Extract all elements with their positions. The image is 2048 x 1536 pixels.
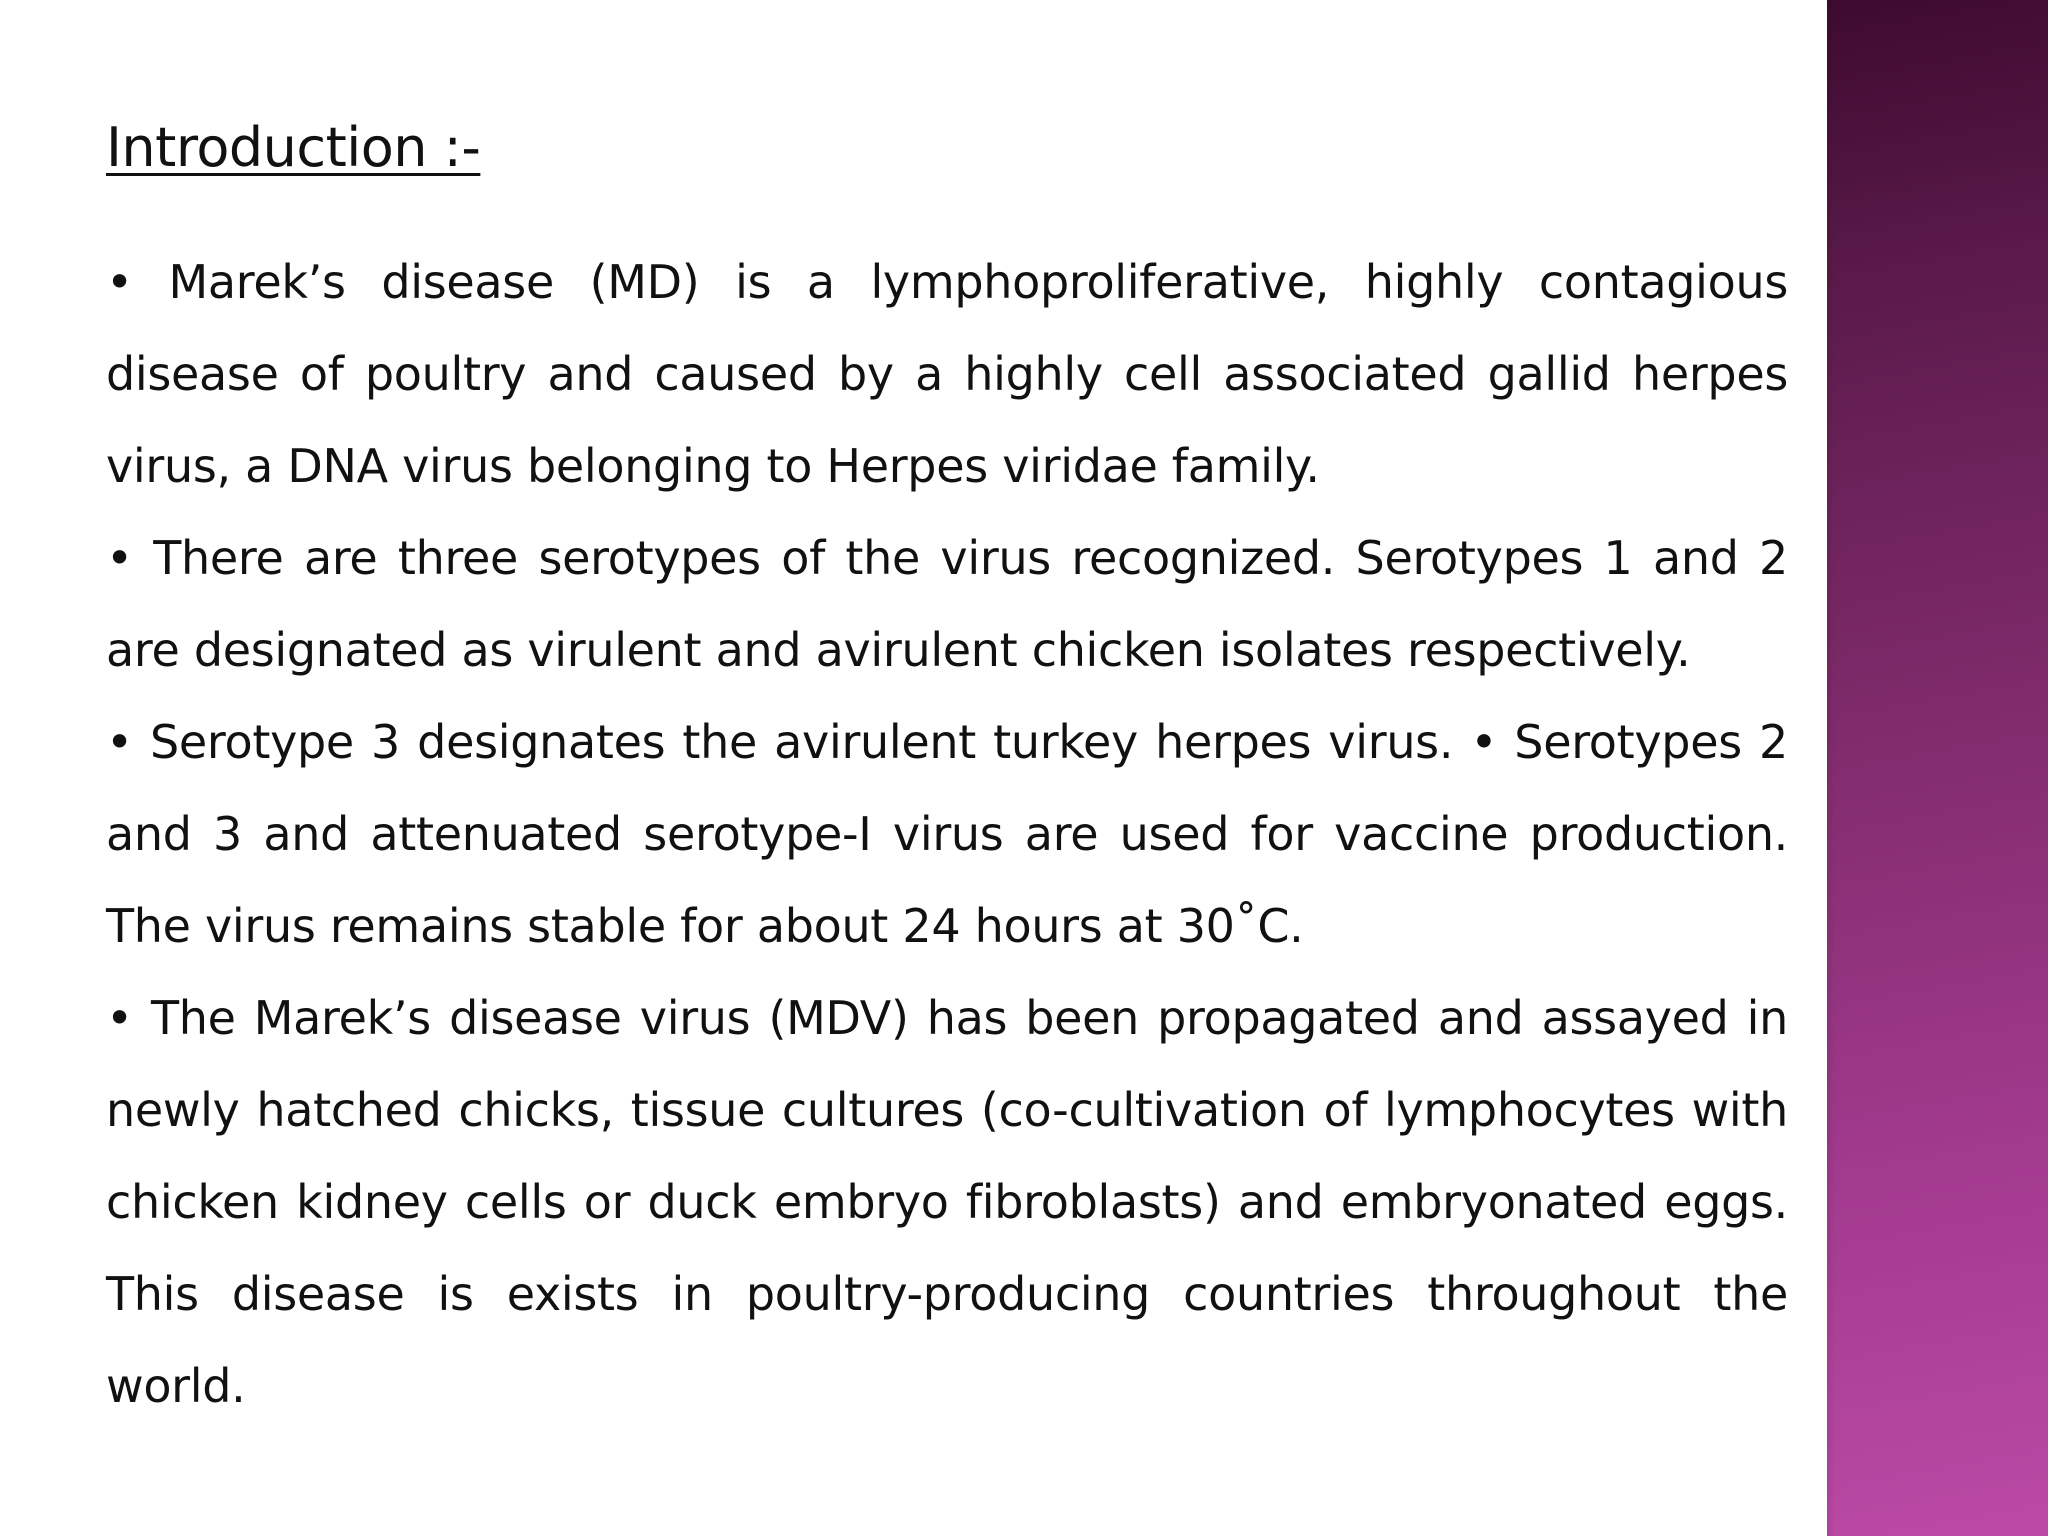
decorative-side-band xyxy=(1827,0,2048,1536)
bullet-paragraph-4: • The Marek’s disease virus (MDV) has been propagated and assayed in newly hatched chicks, tissue cultures (co-cultivation of lymphocytes with chicken kidney cells or duck embryo fibroblasts) and embryonated eggs. This disease is exists in poultry-producing countries throughout the world. xyxy=(106,991,1788,1413)
bullet-paragraph-1: • Marek’s disease (MD) is a lymphoproliferative, highly contagious disease of poultry and caused by a highly cell associated gallid herpes virus, a DNA virus belonging to Herpes viridae family. xyxy=(106,255,1788,493)
bullet-paragraph-2: • There are three serotypes of the virus recognized. Serotypes 1 and 2 are designated as virulent and avirulent chicken isolates respectively. xyxy=(106,531,1788,677)
bullet-paragraph-3: • Serotype 3 designates the avirulent turkey herpes virus. • Serotypes 2 and 3 and attenuated serotype-I virus are used for vaccine production. The virus remains stable for about 24 hours at 30˚C. xyxy=(106,715,1788,953)
slide-title: Introduction :- xyxy=(106,116,481,179)
slide-content xyxy=(106,108,1788,1432)
